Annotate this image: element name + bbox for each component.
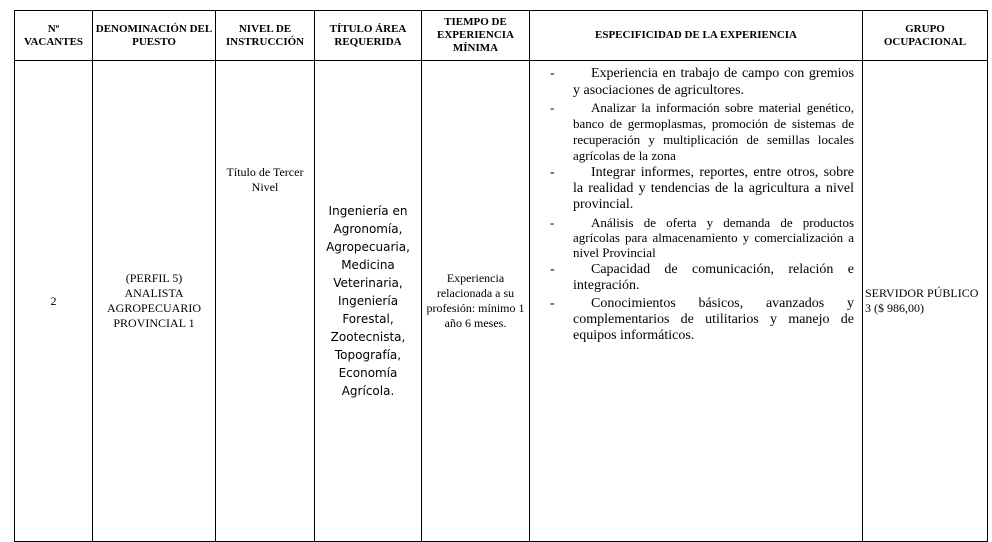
job-vacancy-table [14, 10, 988, 542]
bullet-dash: - [550, 215, 555, 230]
cell-nivel: Título de Tercer Nivel [216, 61, 315, 542]
cell-titulo: Ingeniería en Agronomía, Agropecuaria, Medicina Veterinaria, Ingeniería Forestal, Zootecnista, Topografía, Economía Agrícola. [315, 61, 422, 542]
list-item: - Capacidad de comunicación, relación e integración. [550, 262, 854, 293]
list-item: - Analizar la información sobre material genético, banco de germoplasmas, promoción de sistemas de recuperación y multiplicación de semillas locales agrícolas de la zona [550, 100, 854, 163]
bullet-dash: - [550, 66, 555, 81]
header-nivel: NIVEL DE INSTRUCCIÓN [216, 11, 315, 61]
header-vacantes: Nº VACANTES [15, 11, 93, 61]
bullet-dash: - [550, 296, 555, 311]
perfil-label: (PERFIL 5) [125, 271, 183, 285]
list-item: - Análisis de oferta y demanda de productos agrícolas para almacenamiento y comercialización a nivel Provincial [550, 215, 854, 260]
header-row [15, 11, 988, 61]
list-item: - Integrar informes, reportes, entre otros, sobre la realidad y tendencias de la agricultura a nivel provincial. [550, 165, 854, 212]
list-item: - Conocimientos básicos, avanzados y complementarios de utilitarios y manejo de equipos informáticos. [550, 296, 854, 343]
bullet-dash: - [550, 262, 555, 277]
cell-grupo: SERVIDOR PÚBLICO 3 ($ 986,00) [863, 61, 988, 542]
bullet-dash: - [550, 165, 555, 180]
header-especificidad: ESPECIFICIDAD DE LA EXPERIENCIA [530, 11, 863, 61]
cell-tiempo: Experiencia relacionada a su profesión: mínimo 1 año 6 meses. [422, 61, 530, 542]
cell-denominacion [93, 61, 216, 542]
bullet-dash: - [550, 100, 555, 115]
cell-especificidad [530, 61, 863, 542]
header-grupo: GRUPO OCUPACIONAL [863, 11, 988, 61]
cell-vacantes: 2 [15, 61, 93, 542]
header-titulo: TÍTULO ÁREA REQUERIDA [315, 11, 422, 61]
header-tiempo: TIEMPO DE EXPERIENCIA MÍNIMA [422, 11, 530, 61]
header-denominacion: DENOMINACIÓN DEL PUESTO [93, 11, 216, 61]
puesto-name: ANALISTA AGROPECUARIO PROVINCIAL 1 [106, 286, 201, 330]
list-item: - Experiencia en trabajo de campo con gremios y asociaciones de agricultores. [550, 66, 854, 98]
table-row [15, 61, 988, 542]
experience-list [550, 65, 854, 344]
